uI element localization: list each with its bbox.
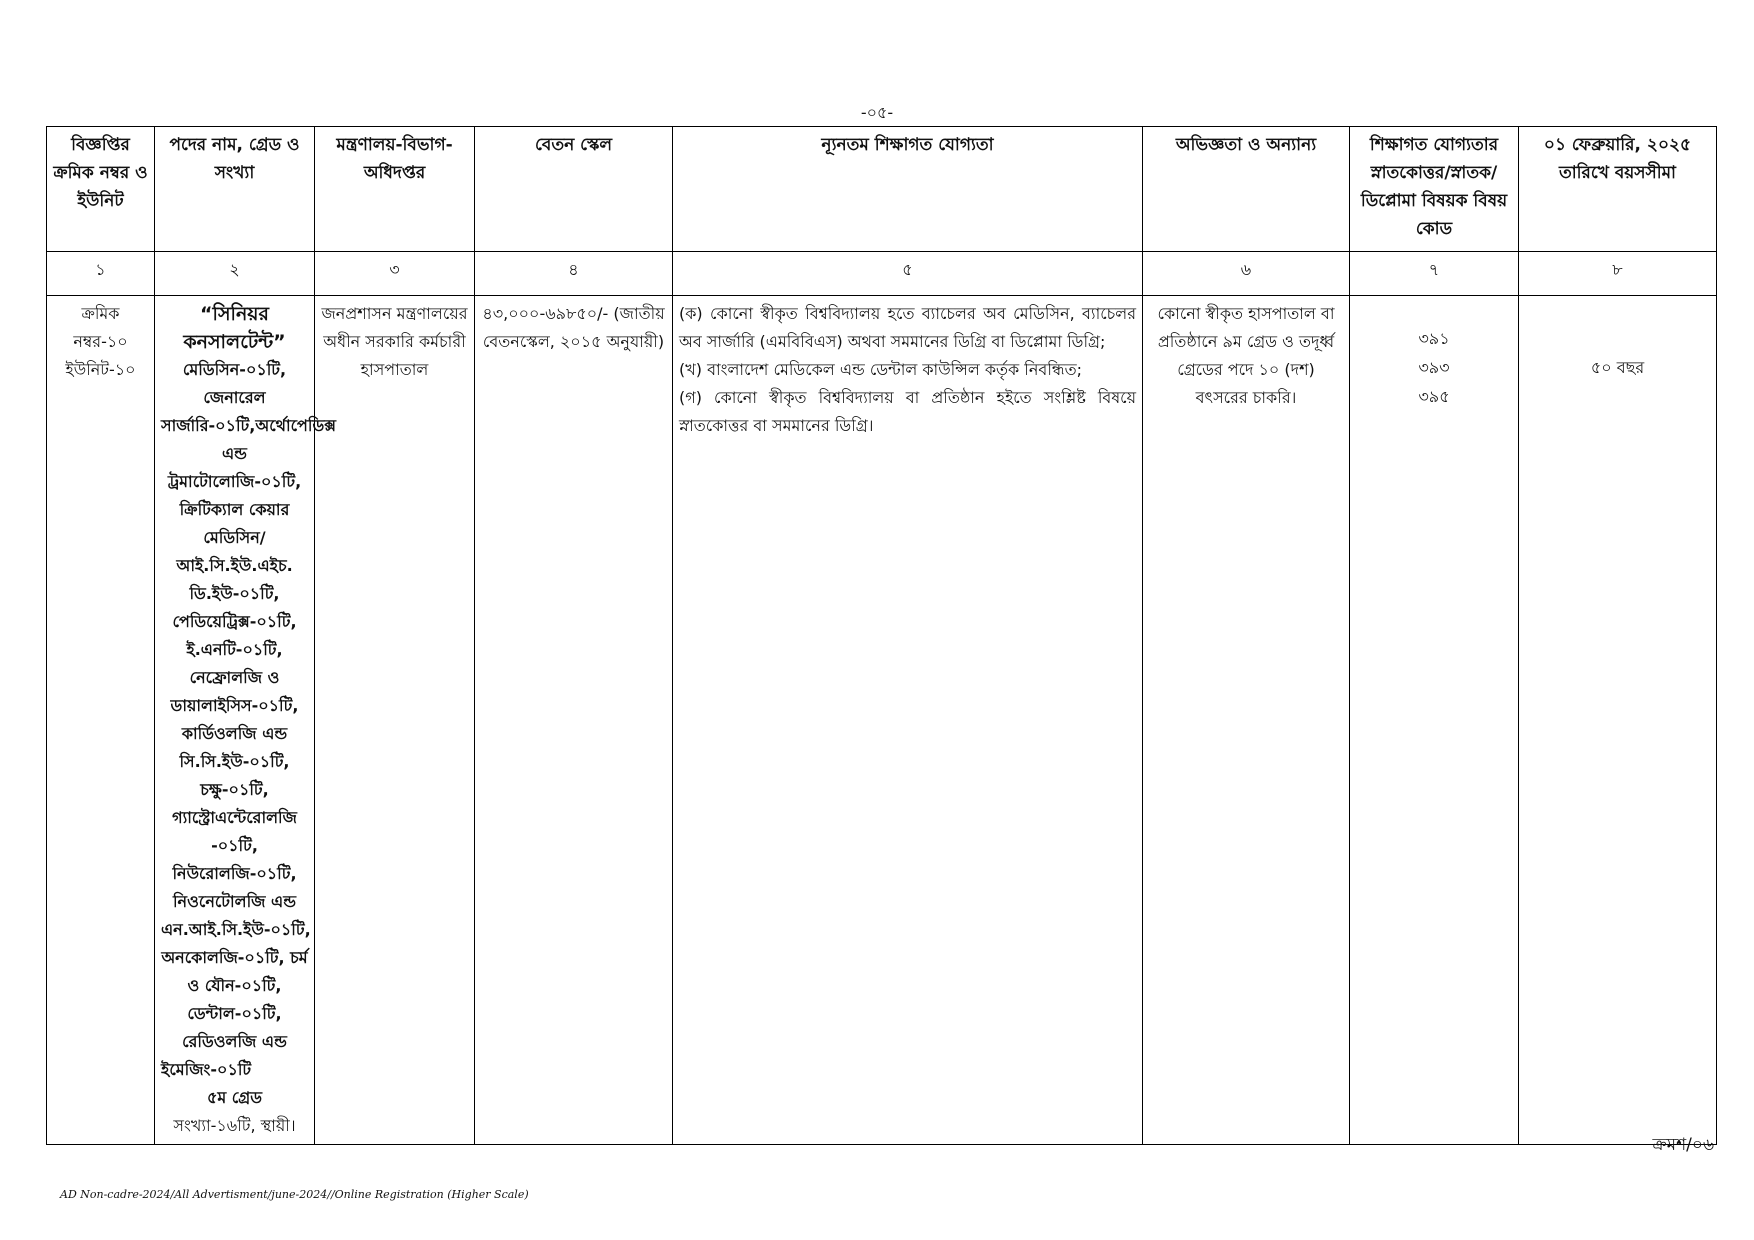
- footer-note: AD Non-cadre-2024/All Advertisment/june-2024//Online Registration (Higher Scale): [60, 1188, 529, 1201]
- post-title: “সিনিয়র কনসালটেন্ট”: [183, 303, 286, 353]
- column-number-row: [47, 252, 1717, 296]
- header-post: পদের নাম, গ্রেড ও সংখ্যা: [155, 127, 315, 252]
- column-number: ৪: [475, 252, 673, 296]
- serial-unit: ক্রমিক নম্বর-১০ ইউনিট-১০: [47, 296, 155, 1145]
- age-limit-cell: ৫০ বছর: [1519, 296, 1717, 1145]
- post-details: মেডিসিন-০১টি, জেনারেল সার্জারি-০১টি,অর্থোপেডিক্স এন্ড ট্রমাটোলোজি-০১টি, ক্রিটিক্যাল কেয়ার মেডিসিন/ আই.সি.ইউ.এইচ. ডি.ইউ-০১টি, পেডিয়েট্রিক্স-০১টি, ই.এনটি-০১টি, নেফ্রোলজি ও ডায়ালাইসিস-০১টি, কার্ডিওলজি এন্ড সি.সি.ইউ-০১টি, চক্ষু-০১টি, গ্যাস্ট্রোএন্টেরোলজি -০১টি, নিউরোলজি-০১টি, নিওনেটোলজি এন্ড এন.আই.সি.ইউ-০১টি, অনকোলজি-০১টি, চর্ম ও যৌন-০১টি, ডেন্টাল-০১টি, রেডিওলজি এন্ড ইমেজিং-০১টি: [161, 360, 337, 1079]
- page-number: -০৫-: [860, 103, 894, 122]
- qualification-cell: [673, 296, 1143, 1145]
- subject-code: ৩৯৫: [1418, 387, 1450, 406]
- continued-note: ক্রমশ/০৬: [1652, 1135, 1714, 1155]
- header-ministry: মন্ত্রণালয়-বিভাগ-অধিদপ্তর: [315, 127, 475, 252]
- header-qualification: ন্যূনতম শিক্ষাগত যোগ্যতা: [673, 127, 1143, 252]
- recruitment-table: [46, 126, 1717, 1145]
- ministry-cell: জনপ্রশাসন মন্ত্রণালয়ের অধীন সরকারি কর্মচারী হাসপাতাল: [315, 296, 475, 1145]
- post-count: সংখ্যা-১৬টি, স্থায়ী।: [173, 1116, 296, 1135]
- header-pay-scale: বেতন স্কেল: [475, 127, 673, 252]
- column-number: ২: [155, 252, 315, 296]
- pay-scale-cell: ৪৩,০০০-৬৯৮৫০/- (জাতীয় বেতনস্কেল, ২০১৫ অনুযায়ী): [475, 296, 673, 1145]
- column-number: ৩: [315, 252, 475, 296]
- post-grade: ৫ম গ্রেড: [206, 1088, 263, 1107]
- subject-code: ৩৯৩: [1418, 358, 1450, 377]
- column-number: ১: [47, 252, 155, 296]
- header-row: [47, 127, 1717, 252]
- table-row: [47, 296, 1717, 1145]
- post-cell: [155, 296, 337, 1145]
- header-subject-code: শিক্ষাগত যোগ্যতার স্নাতকোত্তর/স্নাতক/ ডিপ্লোমা বিষয়ক বিষয় কোড: [1350, 127, 1519, 252]
- subject-code: ৩৯১: [1418, 329, 1450, 348]
- qualification-c: (গ) কোনো স্বীকৃত বিশ্ববিদ্যালয় বা প্রতিষ্ঠান হইতে সংশ্লিষ্ট বিষয়ে স্নাতকোত্তর বা সমমানের ডিগ্রি।: [679, 388, 1136, 435]
- column-number: ৫: [673, 252, 1143, 296]
- column-number: ৬: [1143, 252, 1350, 296]
- header-serial: বিজ্ঞপ্তির ক্রমিক নম্বর ও ইউনিট: [47, 127, 155, 252]
- header-age-limit: ০১ ফেব্রুয়ারি, ২০২৫ তারিখে বয়সসীমা: [1519, 127, 1717, 252]
- column-number: ৮: [1519, 252, 1717, 296]
- header-experience: অভিজ্ঞতা ও অন্যান্য: [1143, 127, 1350, 252]
- qualification-a: (ক) কোনো স্বীকৃত বিশ্ববিদ্যালয় হতে ব্যাচেলর অব মেডিসিন, ব্যাচেলর অব সার্জারি (এমবিবিএস) অথবা সমমানের ডিগ্রি বা ডিপ্লোমা ডিগ্রি;: [679, 304, 1136, 351]
- experience-cell: কোনো স্বীকৃত হাসপাতাল বা প্রতিষ্ঠানে ৯ম গ্রেড ও তদূর্ধ্ব গ্রেডের পদে ১০ (দশ) বৎসরের চাকরি।: [1143, 296, 1350, 1145]
- column-number: ৭: [1350, 252, 1519, 296]
- qualification-b: (খ) বাংলাদেশ মেডিকেল এন্ড ডেন্টাল কাউন্সিল কর্তৃক নিবন্ধিত;: [679, 360, 1082, 379]
- subject-codes-cell: [1350, 296, 1519, 1145]
